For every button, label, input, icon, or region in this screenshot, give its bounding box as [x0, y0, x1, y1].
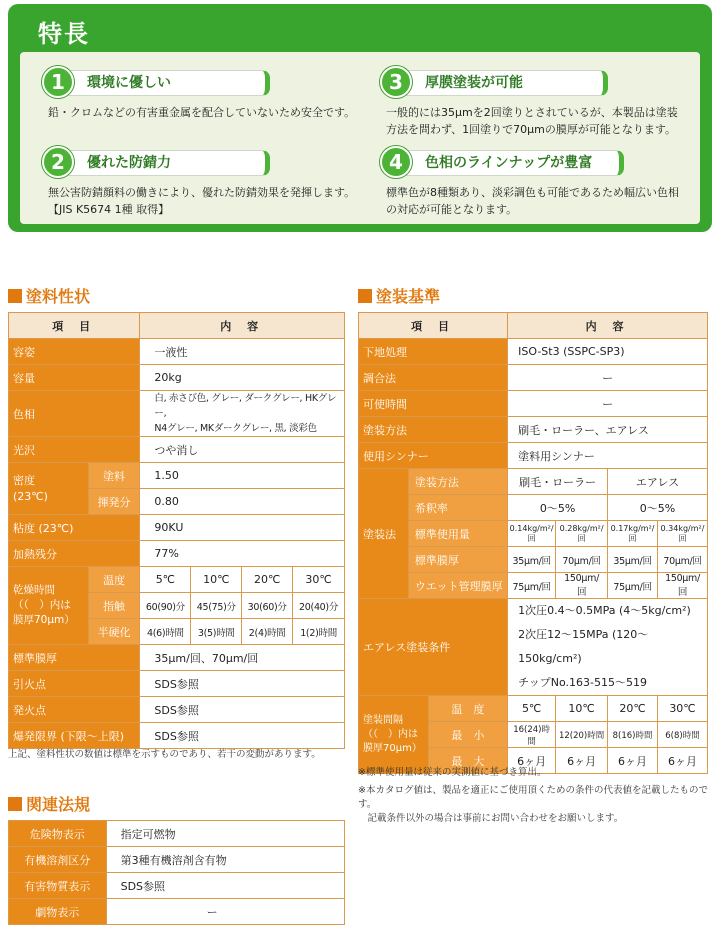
row-label: 使用シンナー — [359, 443, 508, 469]
feature-4 — [380, 146, 710, 218]
row-value: SDS参照 — [140, 697, 345, 723]
dilution-brush: 0～5% — [508, 495, 608, 521]
row-label: 容量 — [9, 365, 140, 391]
feature-desc: 鉛・クロムなどの有害重金属を配合していないため安全です。 — [48, 106, 356, 119]
row-value: 一液性 — [140, 339, 345, 365]
row-value: ISO-St3 (SSPC-SP3) — [508, 339, 708, 365]
interval-max: 6ヶ月 — [556, 748, 608, 774]
row-label: 調合法 — [359, 365, 508, 391]
usage-cell: 0.28kg/m²/回 — [556, 521, 608, 547]
interval-max: 6ヶ月 — [608, 748, 658, 774]
drying-label: 乾燥時間 （（ ）内は 膜厚70μm） — [9, 567, 89, 645]
reg-label: 危険物表示 — [9, 821, 107, 847]
row-value: SDS参照 — [140, 671, 345, 697]
interval-min: 8(16)時間 — [608, 722, 658, 748]
row-label: 加熱残分 — [9, 541, 140, 567]
row-value: 90KU — [140, 515, 345, 541]
temp-cell: 30℃ — [293, 567, 345, 593]
reg-label: 劇物表示 — [9, 899, 107, 925]
row-label: 塗装方法 — [359, 417, 508, 443]
interval-label: 塗装間隔 （（ ）内は 膜厚70μm） — [359, 696, 429, 774]
row-value: つや消し — [140, 437, 345, 463]
coating-note-2: ※本カタログ値は、製品を適正にご使用頂くための条件の代表値を記載したものです。 記載条件以外の場合は事前にお問い合わせをお願いします。 — [358, 785, 708, 824]
row-value: 20kg — [140, 365, 345, 391]
temp-cell: 5℃ — [140, 567, 191, 593]
drying-semi-label: 半硬化 — [88, 619, 140, 645]
regulations-table — [8, 820, 345, 925]
row-label: 爆発限界 (下限～上限) — [9, 723, 140, 749]
row-label: 引火点 — [9, 671, 140, 697]
usage-cell: 0.14kg/m²/回 — [508, 521, 556, 547]
interval-temp-label: 温 度 — [428, 696, 507, 722]
density-vol-value: 0.80 — [140, 489, 345, 515]
interval-min: 12(20)時間 — [556, 722, 608, 748]
temp-cell: 10℃ — [191, 567, 242, 593]
interval-temp: 5℃ — [508, 696, 556, 722]
col-item: 項 目 — [359, 313, 508, 339]
airless-line2: 2次圧12～15MPa (120～150kg/cm²) — [518, 628, 649, 665]
density-vol-label: 揮発分 — [88, 489, 140, 515]
app-dilution-label: 希釈率 — [408, 495, 507, 521]
coating-std-table — [358, 312, 708, 774]
semi-cell: 2(4)時間 — [242, 619, 293, 645]
method-brush: 刷毛・ローラー — [508, 469, 608, 495]
feature-desc: 標準色が8種類あり、淡彩調色も可能であるため幅広い色相 の対応が可能となります。 — [386, 186, 679, 216]
row-value: 塗料用シンナー — [508, 443, 708, 469]
airless-line1: 1次圧0.4～0.5MPa (4～5kg/cm²) — [518, 604, 691, 617]
temp-cell: 20℃ — [242, 567, 293, 593]
feature-number: 2 — [42, 146, 74, 178]
wet-cell: 75μm/回 — [508, 573, 556, 599]
feature-number: 1 — [42, 66, 74, 98]
paint-props-title: 塗料性状 — [8, 284, 90, 307]
drying-temp-label: 温度 — [88, 567, 140, 593]
feature-number: 4 — [380, 146, 412, 178]
row-value: ー — [508, 391, 708, 417]
row-label: 下地処理 — [359, 339, 508, 365]
interval-min: 6(8)時間 — [658, 722, 708, 748]
interval-max: 6ヶ月 — [508, 748, 556, 774]
coating-note-1: ※標準使用量は従来の実測値に基づき算出。 — [358, 767, 547, 778]
airless-line3: チップNo.163-515～519 — [518, 676, 648, 689]
row-value: ー — [508, 365, 708, 391]
reg-value: SDS参照 — [106, 873, 344, 899]
feature-title: 色相のラインナップが豊富 — [402, 150, 624, 176]
interval-temp: 30℃ — [658, 696, 708, 722]
reg-value: ー — [106, 899, 344, 925]
interval-max-label: 最 大 — [428, 748, 507, 774]
row-label: 可使時間 — [359, 391, 508, 417]
row-value: 刷毛・ローラー、エアレス — [508, 417, 708, 443]
reg-value: 第3種有機溶剤含有物 — [106, 847, 344, 873]
feature-title: 優れた防錆力 — [64, 150, 270, 176]
method-airless: エアレス — [608, 469, 708, 495]
density-label: 密度 (23℃) — [9, 463, 89, 515]
app-wet-label: ウエット管理膜厚 — [408, 573, 507, 599]
drying-touch-label: 指触 — [88, 593, 140, 619]
wet-cell: 150μm/回 — [556, 573, 608, 599]
row-value: 77% — [140, 541, 345, 567]
interval-temp: 20℃ — [608, 696, 658, 722]
features-inner — [20, 52, 700, 224]
density-paint-value: 1.50 — [140, 463, 345, 489]
app-thick-label: 標準膜厚 — [408, 547, 507, 573]
row-label: 容姿 — [9, 339, 140, 365]
semi-cell: 1(2)時間 — [293, 619, 345, 645]
thick-cell: 70μm/回 — [556, 547, 608, 573]
col-content: 内 容 — [508, 313, 708, 339]
touch-cell: 20(40)分 — [293, 593, 345, 619]
feature-title: 厚膜塗装が可能 — [402, 70, 608, 96]
touch-cell: 30(60)分 — [242, 593, 293, 619]
app-usage-label: 標準使用量 — [408, 521, 507, 547]
row-label: 標準膜厚 — [9, 645, 140, 671]
row-label: 発火点 — [9, 697, 140, 723]
feature-desc: 無公害防錆顔料の働きにより、優れた防錆効果を発揮します。 【JIS K5674 1種 取得】 — [48, 186, 356, 216]
semi-cell: 4(6)時間 — [140, 619, 191, 645]
interval-min-label: 最 小 — [428, 722, 507, 748]
row-label: 光沢 — [9, 437, 140, 463]
feature-1 — [42, 66, 372, 121]
reg-value: 指定可燃物 — [106, 821, 344, 847]
col-content: 内 容 — [140, 313, 345, 339]
wet-cell: 150μm/回 — [658, 573, 708, 599]
row-value: SDS参照 — [140, 723, 345, 749]
feature-desc: 一般的には35μmを2回塗りとされているが、本製品は塗装 方法を問わず、1回塗りで70μmの膜厚が可能となります。 — [386, 106, 678, 136]
touch-cell: 45(75)分 — [191, 593, 242, 619]
reg-label: 有害物質表示 — [9, 873, 107, 899]
airless-label: エアレス塗装条件 — [359, 599, 508, 696]
feature-number: 3 — [380, 66, 412, 98]
touch-cell: 60(90)分 — [140, 593, 191, 619]
paint-props-table — [8, 312, 345, 749]
app-method-label: 塗装方法 — [408, 469, 507, 495]
semi-cell: 3(5)時間 — [191, 619, 242, 645]
interval-min: 16(24)時間 — [508, 722, 556, 748]
row-value: 白, 赤さび色, グレー, ダークグレー, HKグレー, N4グレー, MKダークグレー, 黒, 淡彩色 — [140, 391, 345, 437]
thick-cell: 35μm/回 — [608, 547, 658, 573]
thick-cell: 35μm/回 — [508, 547, 556, 573]
wet-cell: 75μm/回 — [608, 573, 658, 599]
feature-3 — [380, 66, 710, 138]
feature-2 — [42, 146, 372, 218]
interval-temp: 10℃ — [556, 696, 608, 722]
col-item: 項 目 — [9, 313, 140, 339]
row-label: 色相 — [9, 391, 140, 437]
row-label: 粘度 (23℃) — [9, 515, 140, 541]
dilution-airless: 0～5% — [608, 495, 708, 521]
row-value: 35μm/回、70μm/回 — [140, 645, 345, 671]
reg-label: 有機溶剤区分 — [9, 847, 107, 873]
features-title: 特長 — [38, 20, 90, 48]
usage-cell: 0.17kg/m²/回 — [608, 521, 658, 547]
thick-cell: 70μm/回 — [658, 547, 708, 573]
density-paint-label: 塗料 — [88, 463, 140, 489]
airless-conditions — [508, 599, 708, 696]
coating-std-title: 塗装基準 — [358, 284, 440, 307]
paint-props-note: 上記、塗料性状の数値は標準を示すものであり、若干の変動があります。 — [8, 749, 321, 760]
regulations-title: 関連法規 — [8, 792, 90, 815]
feature-title: 環境に優しい — [64, 70, 270, 96]
usage-cell: 0.34kg/m²/回 — [658, 521, 708, 547]
features-panel — [8, 4, 712, 232]
interval-max: 6ヶ月 — [658, 748, 708, 774]
app-label: 塗装法 — [359, 469, 409, 599]
